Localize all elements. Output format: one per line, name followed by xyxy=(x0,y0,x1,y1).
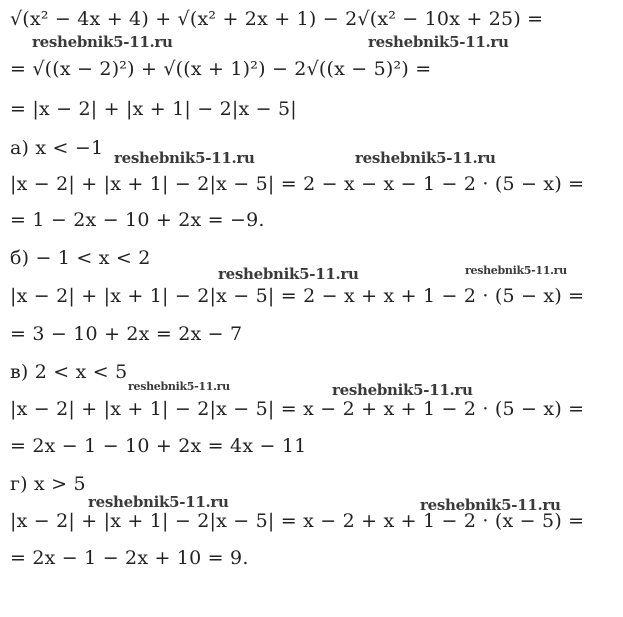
watermark: reshebnik5-11.ru xyxy=(332,381,473,399)
case-heading: в) 2 < x < 5 xyxy=(10,361,128,383)
expression-line: = √((x − 2)²) + √((x + 1)²) − 2√((x − 5)²) = xyxy=(10,58,432,80)
watermark: reshebnik5-11.ru xyxy=(88,493,229,511)
expression-line: = 3 − 10 + 2x = 2x − 7 xyxy=(10,323,243,345)
case-heading: б) − 1 < x < 2 xyxy=(10,247,151,269)
watermark: reshebnik5-11.ru xyxy=(218,265,359,283)
case-heading: г) x > 5 xyxy=(10,473,86,495)
expression-line: = 2x − 1 − 10 + 2x = 4x − 11 xyxy=(10,435,307,457)
expression-line: |x − 2| + |x + 1| − 2|x − 5| = x − 2 + x + 1 − 2 · (5 − x) = xyxy=(10,398,585,420)
watermark: reshebnik5-11.ru xyxy=(114,149,255,167)
watermark: reshebnik5-11.ru xyxy=(420,496,561,514)
watermark: reshebnik5-11.ru xyxy=(368,33,509,51)
watermark: reshebnik5-11.ru xyxy=(355,149,496,167)
expression-line: √(x² − 4x + 4) + √(x² + 2x + 1) − 2√(x² − 10x + 25) = xyxy=(10,8,544,30)
expression-line: |x − 2| + |x + 1| − 2|x − 5| = x − 2 + x + 1 − 2 · (x − 5) = xyxy=(10,510,585,532)
watermark: reshebnik5-11.ru xyxy=(465,264,567,277)
watermark: reshebnik5-11.ru xyxy=(128,380,230,393)
expression-line: |x − 2| + |x + 1| − 2|x − 5| = 2 − x − x − 1 − 2 · (5 − x) = xyxy=(10,173,585,195)
expression-line: = 2x − 1 − 2x + 10 = 9. xyxy=(10,547,249,569)
case-heading: а) x < −1 xyxy=(10,137,104,159)
expression-line: = 1 − 2x − 10 + 2x = −9. xyxy=(10,209,265,231)
expression-line: |x − 2| + |x + 1| − 2|x − 5| = 2 − x + x + 1 − 2 · (5 − x) = xyxy=(10,285,585,307)
watermark: reshebnik5-11.ru xyxy=(32,33,173,51)
expression-line: = |x − 2| + |x + 1| − 2|x − 5| xyxy=(10,98,297,120)
